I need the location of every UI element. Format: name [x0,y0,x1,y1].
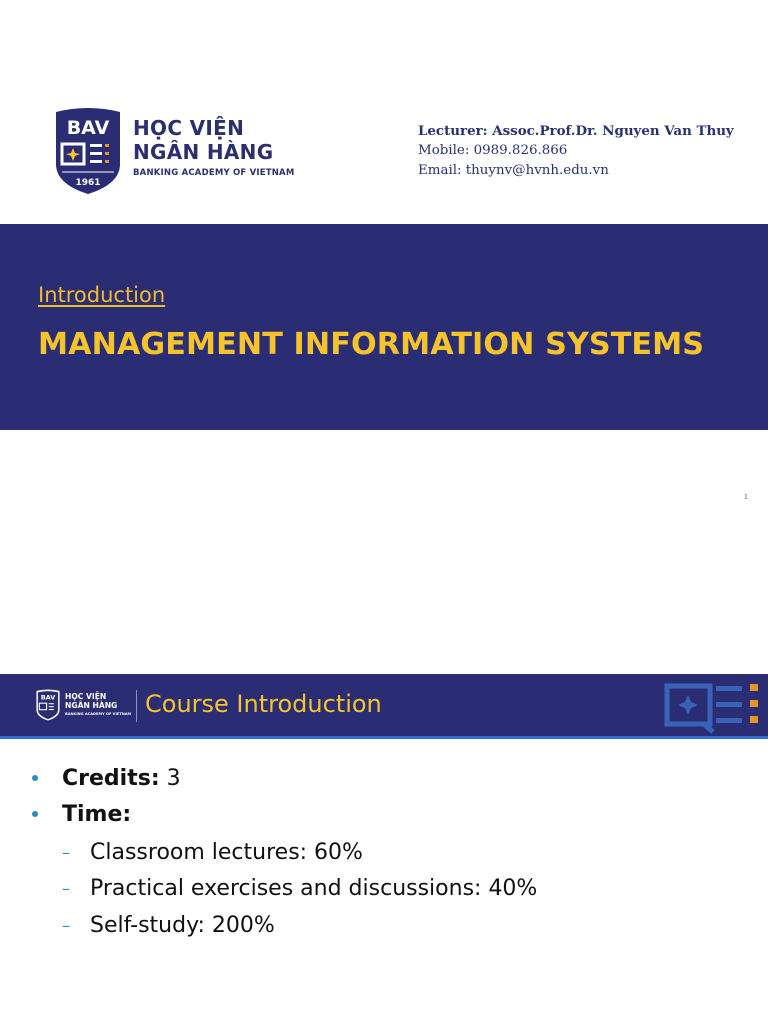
bullet-time [62,802,131,827]
email-link[interactable]: thuynv@hvnh.edu.vn [465,162,609,178]
bullet-dot [32,811,38,817]
email-line [418,161,734,180]
small-logo-name-line2: NGÂN HÀNG [65,701,118,710]
small-logo-subtitle: BANKING ACADEMY OF VIETNAM [65,712,132,716]
logo-wordmark [133,116,295,178]
mobile-number: Mobile: 0989.826.866 [418,143,568,159]
sub-item-text: Classroom lectures: 60% [90,840,363,865]
bullet-credits [62,766,181,791]
sub-item-text: Practical exercises and discussions: 40% [90,876,538,901]
bullet-label: Credits: [62,766,160,791]
section-title: Course Introduction [145,690,382,718]
small-logo-wordmark [65,692,131,716]
bullet-value: 3 [159,766,181,791]
bullet-dot [32,775,38,781]
logo-name-line1: HỌC VIỆN [133,116,245,140]
book-star-icon [664,680,762,734]
logo-name-line2: NGÂN HÀNG [133,140,274,164]
page-number: 1 [744,494,748,501]
bullet-label: Time: [62,802,132,827]
contact-block [418,122,734,180]
logo-abbr: BAV [66,117,110,139]
header-divider [136,690,137,722]
email-prefix: Email: [418,162,466,178]
logo-year: 1961 [75,178,101,188]
sub-item-classroom: – Classroom lectures: 60% [62,840,363,865]
sub-item-text: Self-study: 200% [90,913,275,938]
course-title: MANAGEMENT INFORMATION SYSTEMS [38,327,705,362]
small-logo-name-line1: HỌC VIỆN [65,692,107,701]
logo-subtitle: BANKING ACADEMY OF VIETNAM [133,168,295,178]
svg-text:BAV: BAV [40,693,56,702]
sub-item-practical: – Practical exercises and discussions: 40% [62,876,538,901]
bav-shield-small-icon [35,688,61,722]
introduction-link[interactable]: Introduction [38,283,166,307]
lecturer-name: Lecturer: Assoc.Prof.Dr. Nguyen Van Thuy [418,123,734,139]
bav-shield-icon [52,106,124,196]
sub-item-self-study: – Self-study: 200% [62,913,275,938]
